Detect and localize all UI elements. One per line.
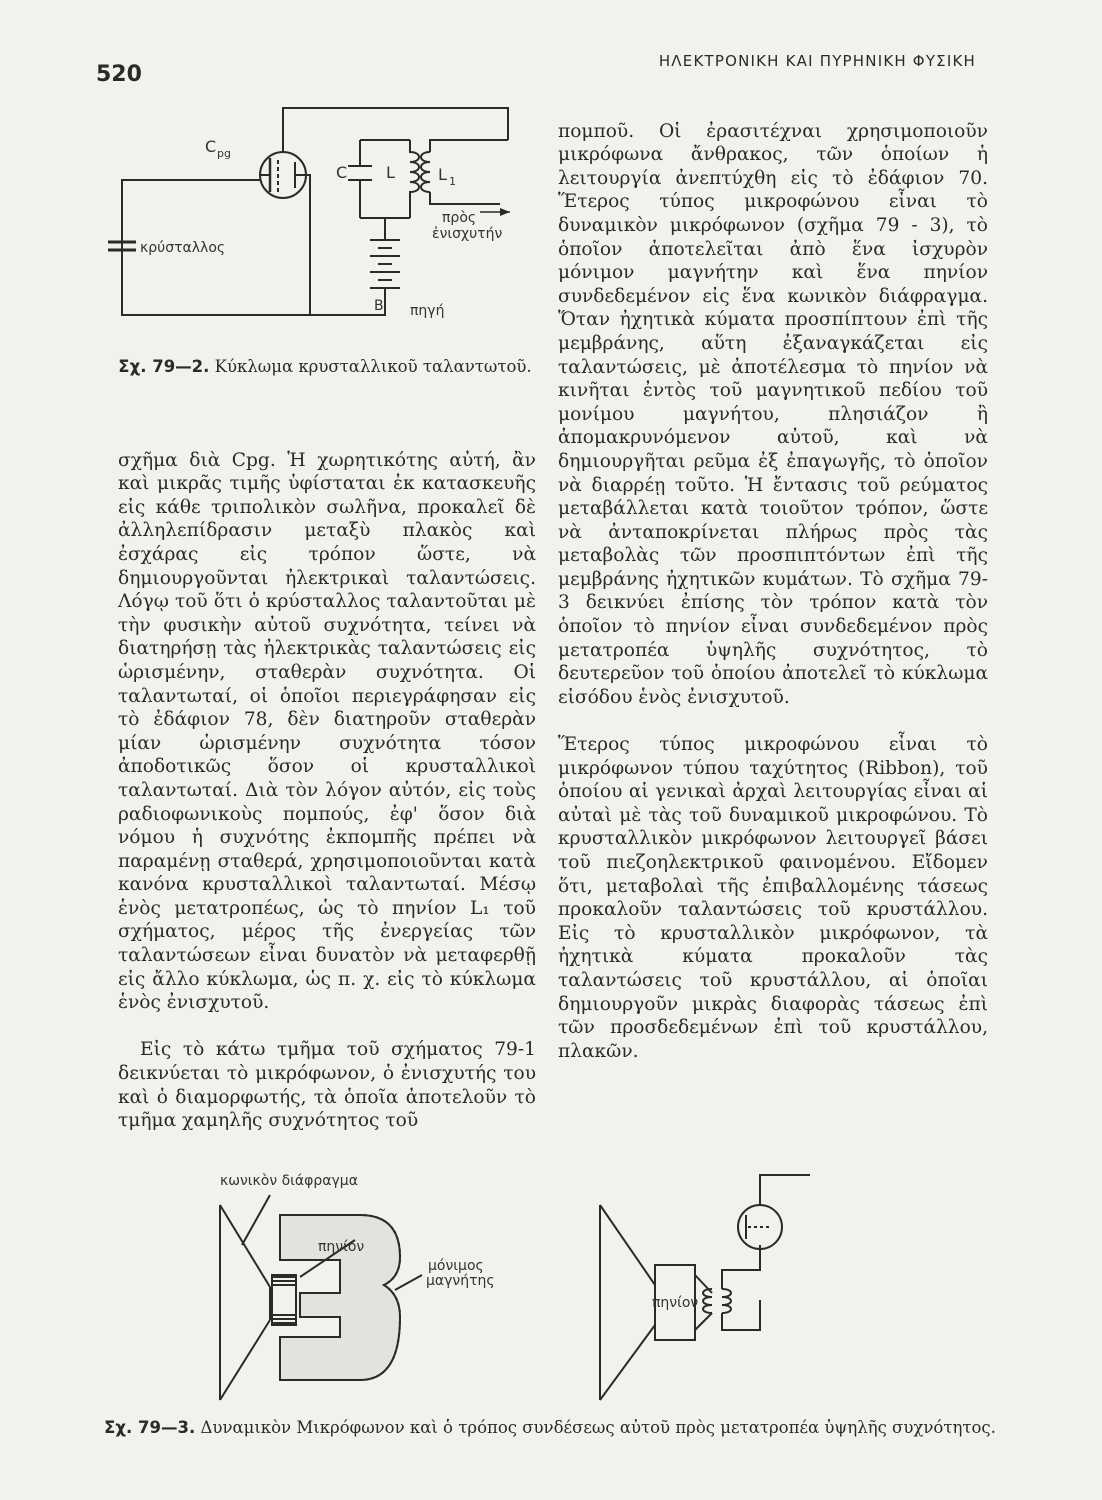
label-c: C [336, 163, 348, 182]
figure2-caption-text: Δυναμικὸν Μικρόφωνον καὶ ὁ τρόπος συνδέσεως αὐτοῦ πρὸς μετατροπέα ὑψηλῆς συχνότητος. [195, 1418, 996, 1437]
paragraph: Εἰς τὸ κάτω τμῆμα τοῦ σχήματος 79-1 δεικνύεται τὸ μικρόφωνον, ὁ ἐνισχυτής του καὶ ὁ διαμορφωτής, τὰ ὁποῖα ἀποτελοῦν τὸ τμῆμα χαμηλῆς συχνότητος τοῦ [118, 1039, 536, 1132]
figure-dynamic-microphone [200, 1165, 1020, 1405]
figure1-caption-text: Κύκλωμα κρυσταλλικοῦ ταλαντωτοῦ. [209, 357, 532, 376]
label-coil-left: πηνίον [318, 1239, 365, 1255]
label-to-amplifier-1: πρὸς [442, 210, 477, 226]
label-to-amplifier-2: ἐνισχυτήν [432, 226, 503, 242]
paragraph: Ἕτερος τύπος μικροφώνου εἶναι τὸ μικρόφωνον τύπου ταχύτητος (Ribbon), τοῦ ὁποίου αἱ γενικαὶ ἀρχαὶ λειτουργίας εἶναι αἱ αὐταὶ μὲ τὰς τοῦ δυναμικοῦ μικροφώνου. Τὸ κρυσταλλικὸν μικρόφωνον λειτουργεῖ βάσει τοῦ πιεζοηλεκτρικοῦ φαινομένου. Εἴδομεν ὅτι, μεταβολαὶ τῆς ἐπιβαλλομένης τάσεως προκαλοῦν ταλαντώσεις τοῦ κρυστάλλου. Εἰς τὸ κρυσταλλικὸν μικρόφωνον, τὰ ἠχητικὰ κύματα προκαλοῦν τὰς ταλαντώσεις τοῦ κρυστάλλου, αἱ ὁποῖαι δημιουργοῦν μικρὰς διαφορὰς τάσεως ἐπὶ τῶν προσδεδεμένων ἐπὶ τοῦ κρυστάλλου, πλακῶν. [558, 734, 988, 1062]
figure-crystal-oscillator [100, 100, 540, 330]
paragraph: πομποῦ. Οἱ ἐρασιτέχναι χρησιμοποιοῦν μικρόφωνα ἄνθρακος, τῶν ὁποίων ἡ λειτουργία ἀνεπτύχθη εἰς τὸ ἐδάφιον 70. Ἕτερος τύπος μικροφώνου εἶναι τὸ δυναμικὸν μικρόφωνον (σχῆμα 79 - 3), τὸ ὁποῖον ἀποτελεῖται ἀπὸ ἕνα ἰσχυρὸν μόνιμον μαγνήτην καὶ ἕνα πηνίον συνδεδεμένον εἰς ἕνα κωνικὸν διάφραγμα. Ὅταν ἠχητικὰ κύματα προσπίπτουν ἐπὶ τῆς μεμβράνης, αὕτη ἐξαναγκάζεται εἰς ταλαντώσεις, μὲ ἀποτέλεσμα τὸ πηνίον νὰ κινῆται ἐντὸς τοῦ μαγνητικοῦ πεδίου τοῦ μονίμου μαγνήτου, πλησιάζον ἢ ἀπομακρυνόμενον αὐτοῦ, καὶ νὰ δημιουργῆται ρεῦμα ἐξ ἐπαγωγῆς, τὸ ὁποῖον νὰ διαρρέῃ τοῦτο. Ἡ ἔντασις τοῦ ρεύματος μεταβάλλεται κατὰ τοιοῦτον τρόπον, ὥστε νὰ ἀνταποκρίνεται πλήρως πρὸς τὰς μεταβολὰς τῶν προσπιπτόντων ἐπὶ τῆς μεμβράνης ἠχητικῶν κυμάτων. Τὸ σχῆμα 79-3 δεικνύει ἐπίσης τὸν τρόπον κατὰ τὸν ὁποῖον τὸ πηνίον εἶναι συνδεδεμένον πρὸς μετατροπέα ὑψηλῆς συχνότητος, τὸ δευτερεῦον τοῦ ὁποίου ἀποτελεῖ τὸ κύκλωμα εἰσόδου ἑνὸς ἐνισχυτοῦ. [558, 120, 988, 708]
left-column [118, 425, 536, 1156]
label-l: L [386, 163, 395, 182]
running-head: ΗΛΕΚΤΡΟΝΙΚΗ ΚΑΙ ΠΥΡΗΝΙΚΗ ΦΥΣΙΚΗ [658, 52, 976, 70]
label-cpg: C [205, 137, 217, 156]
label-magnet-2: μαγνήτης [426, 1273, 495, 1289]
figure1-caption-label: Σχ. 79—2. [118, 357, 210, 376]
figure1-caption [110, 355, 540, 379]
label-l1-sub: 1 [449, 175, 456, 188]
label-l1: L [438, 165, 447, 184]
figure2-caption [96, 1416, 1004, 1440]
label-cone: κωνικὸν διάφραγμα [220, 1173, 358, 1189]
label-b: B [374, 298, 384, 314]
label-coil-right: πηνίον [652, 1295, 699, 1311]
label-magnet-1: μόνιμος [428, 1258, 484, 1274]
label-source: πηγή [410, 303, 445, 319]
label-crystal: κρύσταλλος [140, 240, 226, 256]
page-number: 520 [96, 62, 142, 87]
paragraph: σχῆμα διὰ Cpg. Ἡ χωρητικότης αὐτή, ἂν καὶ μικρᾶς τιμῆς ὑφίσταται ἐκ κατασκευῆς εἰς κάθε τριπολικὸν σωλῆνα, προκαλεῖ δὲ ἀλληλεπίδρασιν μεταξὺ πλακὸς καὶ ἐσχάρας εἰς τρόπον ὥστε, νὰ δημιουργοῦνται ἠλεκτρικαὶ ταλαντώσεις. Λόγῳ τοῦ ὅτι ὁ κρύσταλλος ταλαντοῦται μὲ τὴν φυσικὴν αὐτοῦ συχνότητα, τείνει νὰ διατηρήσῃ τὰς ἠλεκτρικὰς ταλαντώσεις εἰς ὡρισμένην, σταθερὰν συχνότητα. Οἱ ταλαντωταί, οἱ ὁποῖοι περιεγράφησαν εἰς τὸ ἐδάφιον 78, δὲν διατηροῦν σταθερὰν μίαν ὡρισμένην συχνότητα τόσον ἀποδοτικῶς ὅσον οἱ κρυσταλλικοὶ ταλαντωταί. Διὰ τὸν λόγον αὐτόν, εἰς τοὺς ραδιοφωνικοὺς πομπούς, ἐφ' ὅσον διὰ νόμου ἡ συχνότης ἐκπομπῆς πρέπει νὰ παραμένῃ σταθερά, χρησιμοποιοῦνται κατὰ κανόνα κρυσταλλικοὶ ταλαντωταί. Μέσῳ ἑνὸς μετατροπέως, ὡς τὸ πηνίον L₁ τοῦ σχήματος, μέρος τῆς ἐνεργείας τῶν ταλαντώσεων εἶναι δυνατὸν νὰ μεταφερθῇ εἰς ἄλλο κύκλωμα, ὡς π. χ. εἰς τὸ κύκλωμα ἑνὸς ἐνισχυτοῦ. [118, 449, 536, 1014]
right-column [558, 96, 988, 1087]
label-cpg-sub: pg [217, 147, 231, 160]
figure2-caption-label: Σχ. 79—3. [104, 1418, 196, 1437]
